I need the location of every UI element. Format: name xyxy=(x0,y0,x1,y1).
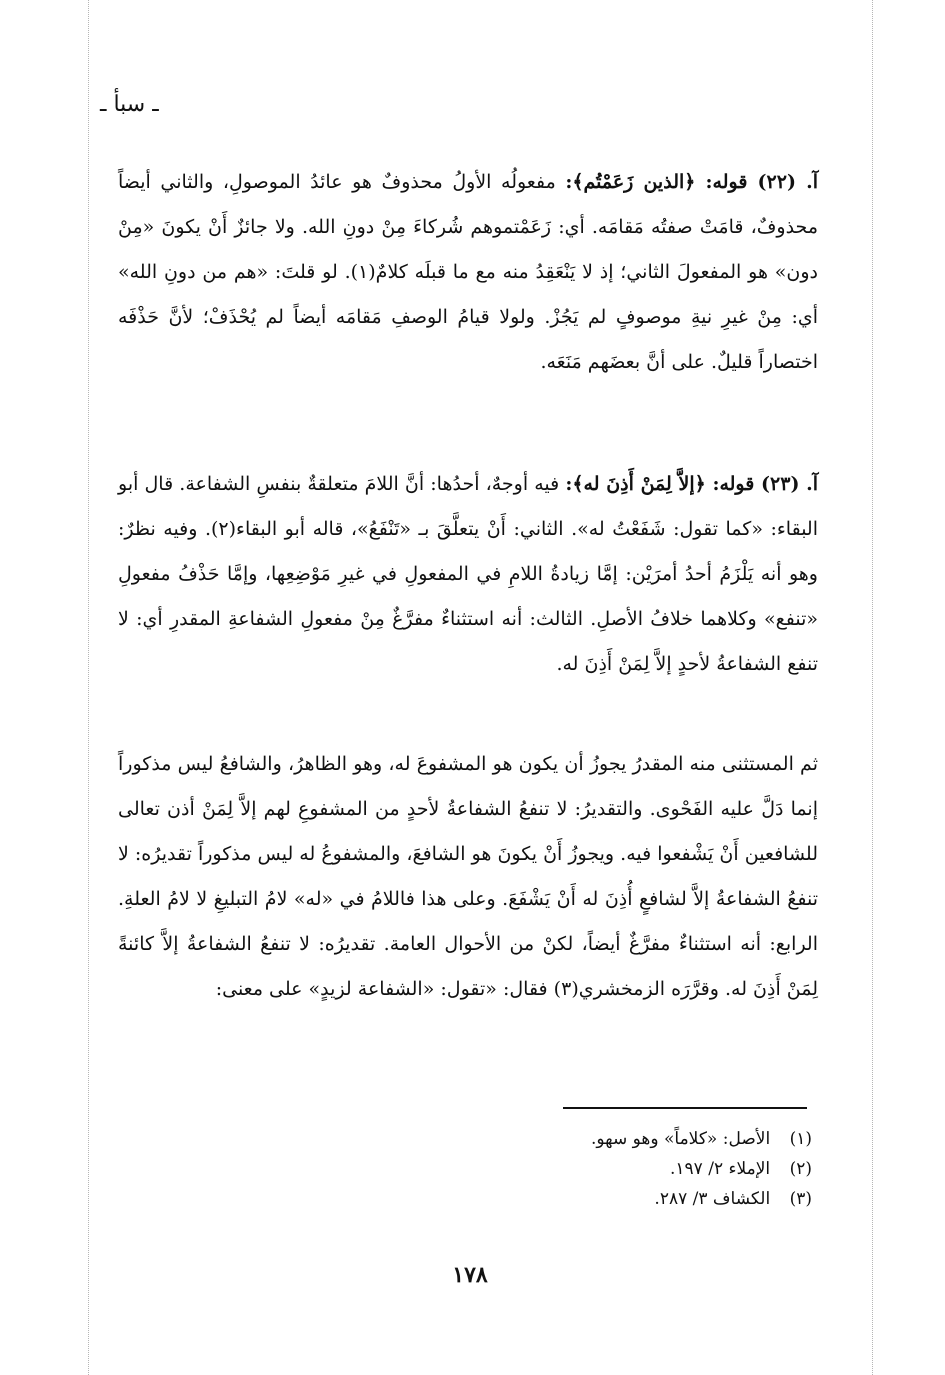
page-number: ١٧٨ xyxy=(452,1262,488,1288)
footnote-item xyxy=(300,1184,812,1214)
paragraph-text: فيه أوجهٌ، أحدُها: أنَّ اللامَ متعلقةٌ بنفسِ الشفاعة. قال أبو البقاء: «كما تقول: شَفَعْتُ له». الثاني: أَنْ يتعلَّقَ بـ «تَنْفَعُ»، قاله أبو البقاء(٢). وفيه نظرٌ: وهو أنه يَلْزَمُ أحدُ أمرَيْن: إمَّا زيادةُ اللامِ في المفعولِ في غيرِ مَوْضِعِها، وإمَّا حَذْفُ مفعولِ «تنفع» وكلاهما خلافُ الأصلِ. الثالث: أنه استثناءٌ مفرَّغٌ مِنْ مفعولِ الشفاعةِ المقدرِ أي: لا تنفع الشفاعةُ لأحدٍ إلاَّ لِمَنْ أَذِنَ له. xyxy=(118,473,818,675)
paragraph-text: مفعولُه الأولُ محذوفٌ هو عائدُ الموصولِ، والثاني أيضاً محذوفٌ، قامَتْ صفتُه مَقامَه. أي: زَعَمْتموهم شُركاءَ مِنْ دونِ الله. ولا جائزٌ أَنْ يكونَ «مِنْ دون» هو المفعولَ الثاني؛ إذ لا يَنْعَقِدُ منه مع ما قبلَه كلامٌ(١). لو قلتَ: «هم من دونِ الله» أي: مِنْ غيرِ نيةِ موصوفٍ لم يَجُزْ. ولولا قيامُ الوصفِ مَقامَه أيضاً لم يُحْذَفْ؛ لأنَّ حَذْفَه اختصاراً قليلٌ. على أنَّ بعضَهم مَنَعَه. xyxy=(118,171,818,373)
footnote-text: الإملاء ٢/ ١٩٧. xyxy=(670,1159,771,1179)
scan-guide-line-right xyxy=(872,0,873,1375)
paragraph-verse-22 xyxy=(118,160,818,385)
footnotes-list xyxy=(300,1124,812,1214)
paragraph-text: ثم المستثنى منه المقدرُ يجوزُ أن يكون هو المشفوعَ له، وهو الظاهرُ، والشافعُ ليس مذكوراً إنما دَلَّ عليه الفَحْوى. والتقديرُ: لا تنفعُ الشفاعةُ لأحدٍ من المشفوعِ لهم إلاَّ لِمَنْ أذن تعالى للشافعين أَنْ يَشْفعوا فيه. ويجوزُ أَنْ يكونَ هو الشافعَ، والمشفوعُ له ليس مذكوراً تقديرُه: لا تنفعُ الشفاعةُ إلاَّ لشافعٍ أُذِنَ له أَنْ يَشْفَعَ. وعلى هذا فاللامُ في «له» لامُ التبليغِ لا لامُ العلةِ. الرابع: أنه استثناءٌ مفرَّغٌ أيضاً، لكنْ من الأحوال العامة. تقديرُه: لا تنفعُ الشفاعةُ إلاَّ كائنةً لِمَنْ أَذِنَ له. وقرَّرَه الزمخشري(٣) فقال: «تقول: «الشفاعة لزيدٍ» على معنى: xyxy=(118,753,818,1000)
footnote-item xyxy=(300,1124,812,1154)
paragraph-continuation xyxy=(118,742,818,1012)
footnote-text: الأصل: «كلاماً» وهو سهو. xyxy=(590,1129,771,1149)
running-header: ـ سبأ ـ xyxy=(100,92,159,117)
footnote-number: (٣) xyxy=(789,1189,812,1209)
paragraph-lead: آ. (٢٣) قوله: ﴿إلاَّ لِمَنْ أَذِنَ له﴾: xyxy=(565,473,819,495)
footnote-divider xyxy=(563,1107,807,1109)
footnote-number: (٢) xyxy=(789,1159,812,1179)
footnote-text: الكشاف ٣/ ٢٨٧. xyxy=(654,1189,771,1209)
paragraph-lead: آ. (٢٢) قوله: ﴿الذين زَعَمْتُم﴾: xyxy=(565,171,818,193)
paragraph-verse-23 xyxy=(118,462,818,687)
footnote-item xyxy=(300,1154,812,1184)
scan-guide-line-left xyxy=(88,0,89,1375)
footnote-number: (١) xyxy=(789,1129,812,1149)
